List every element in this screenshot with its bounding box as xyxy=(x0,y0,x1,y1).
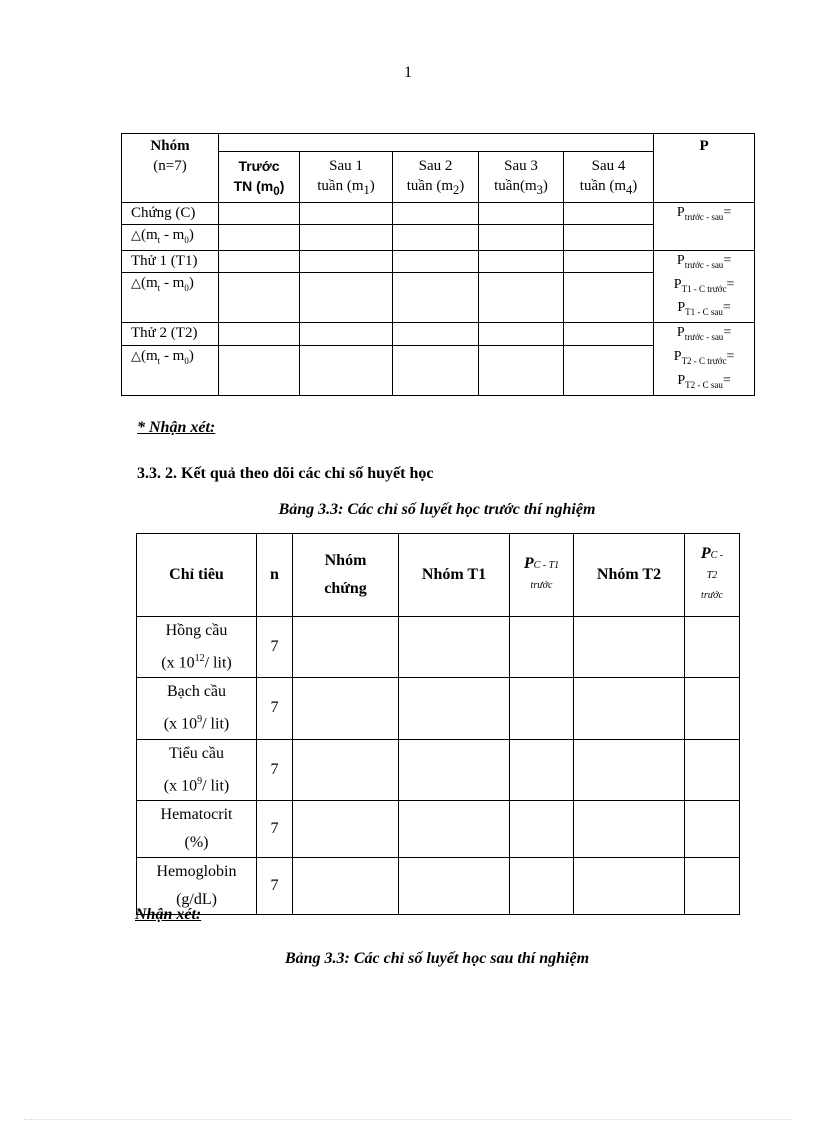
p-value: $P_{T1 - C sau}=$ xyxy=(677,300,731,318)
p2-sub3: trước xyxy=(701,590,723,601)
row-label: Hematocrit (%) xyxy=(137,800,257,857)
n-value: 7 xyxy=(257,617,293,678)
col-week1-line2: tuần $(m_1)$ xyxy=(317,178,375,197)
p-value: $P_{trước - sau}=$ xyxy=(676,252,732,270)
page-number: 1 xyxy=(404,64,412,81)
n-value: 7 xyxy=(257,739,293,800)
table-row xyxy=(122,323,755,345)
table-row xyxy=(137,739,740,800)
row-label: Tiểu cầu (x $10^9/$ lit) xyxy=(137,739,257,800)
table-caption-after: Bảng 3.3: Các chỉ số luyết học sau thí nghiệm xyxy=(284,950,590,967)
p-cell-t2 xyxy=(654,323,755,395)
table-row xyxy=(122,250,755,272)
row-label-t2: Thử 2 (T2) xyxy=(122,323,219,345)
table-row xyxy=(137,857,740,914)
col-before-line2: TN $(m_0)$ xyxy=(233,178,285,198)
p-value: $P_{trước - sau}=$ xyxy=(676,325,732,342)
col-before xyxy=(219,152,300,203)
p1-sub: C - T1 xyxy=(533,560,560,571)
row-label: Hemoglobin (g/dL) xyxy=(137,857,257,914)
group-header: Nhóm xyxy=(150,138,190,154)
header-nhom-chung-line1: Nhóm xyxy=(324,552,367,569)
page-bottom-divider xyxy=(24,1119,792,1120)
p-header: P xyxy=(654,134,755,203)
header-n: n xyxy=(257,534,293,617)
header-nhom-chung-line2: chứng xyxy=(324,580,367,597)
p2-base: P xyxy=(700,545,711,562)
p2-sub: C - xyxy=(710,550,724,561)
table-header-row xyxy=(137,534,740,617)
col-week3 xyxy=(479,152,564,203)
p1-base: P xyxy=(523,555,534,572)
n-value: 7 xyxy=(257,800,293,857)
col-week4 xyxy=(564,152,654,203)
delta-label: $\triangle(m_t - m_0)$ xyxy=(122,224,219,250)
col-week2-line2: tuần $(m_2)$ xyxy=(406,178,465,197)
header-p-c-t2 xyxy=(685,534,740,617)
n-value: 7 xyxy=(257,678,293,739)
hematology-table xyxy=(136,533,740,915)
header-nhom-t2: Nhóm T2 xyxy=(574,534,685,617)
section-title: 3.3. 2. Kết quả theo dõi các chỉ số huyết học xyxy=(137,465,434,482)
p-value: $P_{T2 - C trước}=$ xyxy=(673,348,735,366)
p-cell-t1 xyxy=(654,250,755,322)
header-nhom-chung xyxy=(293,534,399,617)
p-cell-control xyxy=(654,202,755,250)
header-p-c-t1 xyxy=(510,534,574,617)
col-week3-line2: $tuần(m_3)$ xyxy=(494,178,548,197)
weight-table xyxy=(121,133,755,396)
col-week2 xyxy=(393,152,479,203)
col-week1-line1: Sau 1 xyxy=(329,158,363,174)
weight-group-header xyxy=(219,134,654,152)
group-header-cell xyxy=(122,134,219,203)
row-label-t1: Thử 1 (T1) xyxy=(122,250,219,272)
col-week1 xyxy=(300,152,393,203)
group-n: (n=7) xyxy=(153,158,187,174)
row-label-control: Chứng (C) xyxy=(122,202,219,224)
table-row xyxy=(137,678,740,739)
p-value: $P_{T2 - C sau}=$ xyxy=(677,372,731,390)
table-row xyxy=(137,800,740,857)
remark-heading-2: Nhận xét: xyxy=(135,906,202,923)
p-value: $P_{trước - sau}=$ xyxy=(676,204,732,222)
col-week4-line2: tuần $(m_4)$ xyxy=(579,178,638,197)
row-label: Bạch cầu (x $10^9/$ lit) xyxy=(137,678,257,739)
col-week2-line1: Sau 2 xyxy=(418,158,453,174)
col-week3-line1: Sau 3 xyxy=(504,158,538,174)
header-chi-tieu: Chỉ tiêu xyxy=(137,534,257,617)
table-caption-before: Bảng 3.3: Các chỉ số luyết học trước thí nghiệm xyxy=(278,501,596,518)
delta-label: $\triangle(m_t - m_0)$ xyxy=(122,345,219,395)
delta-label: $\triangle(m_t - m_0)$ xyxy=(122,273,219,323)
table-row xyxy=(122,202,755,224)
p-value: $P_{T1 - C trước}=$ xyxy=(673,276,735,294)
table-row xyxy=(137,617,740,678)
row-label: Hồng cầu (x $10^{12}/$ lit) xyxy=(137,617,257,678)
col-before-line1: Trước xyxy=(238,158,280,174)
n-value: 7 xyxy=(257,857,293,914)
p2-sub2: T2 xyxy=(706,570,718,581)
p1-sub2: trước xyxy=(530,580,553,591)
header-nhom-t1: Nhóm T1 xyxy=(399,534,510,617)
remark-heading-1: * Nhận xét: xyxy=(137,419,216,436)
col-week4-line1: Sau 4 xyxy=(591,158,626,174)
